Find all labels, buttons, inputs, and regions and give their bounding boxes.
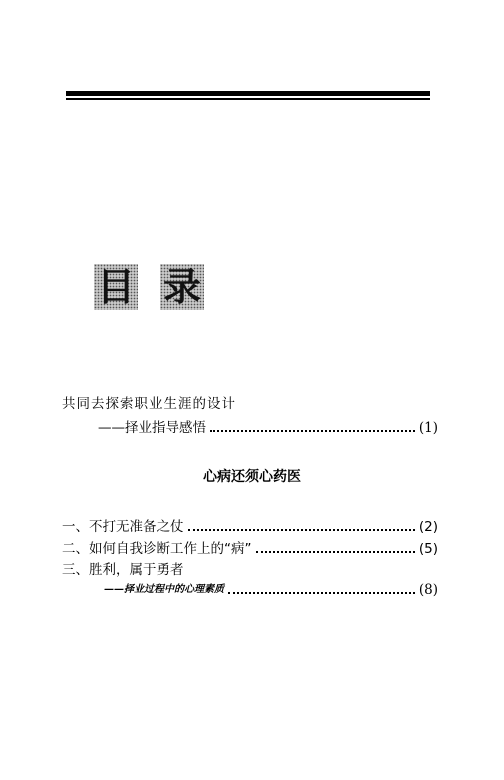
- toc-entry-career-title: 共同去探索职业生涯的设计: [62, 396, 236, 412]
- dot-leader: [210, 430, 415, 432]
- header-rule-thick: [66, 91, 430, 96]
- toc-title-char-2: 录: [160, 264, 204, 310]
- page-number: (1): [418, 420, 438, 436]
- toc-entry-label: ——择业过程中的心理素质: [104, 584, 224, 595]
- dot-leader: [256, 551, 415, 553]
- page-number: (2): [418, 519, 438, 535]
- page-number: (8): [418, 582, 438, 598]
- header-rule-thin: [66, 98, 430, 100]
- page-number: (5): [418, 541, 438, 557]
- toc-entry-item-2[interactable]: [62, 540, 438, 558]
- toc-entry-item-3: 三、胜利，属于勇者: [62, 562, 184, 578]
- toc-entry-item-1[interactable]: [62, 518, 438, 536]
- toc-entry-career-sub[interactable]: [98, 419, 438, 437]
- dot-leader: [228, 592, 415, 594]
- section-title: 心病还须心药医: [203, 469, 301, 485]
- dot-leader: [188, 529, 415, 531]
- toc-entry-label: ——择业指导感悟: [98, 420, 206, 436]
- toc-entry-item-3-sub[interactable]: [104, 581, 438, 599]
- toc-entry-label: 一、不打无准备之仗: [62, 519, 184, 535]
- toc-title-char-1: 目: [94, 264, 138, 310]
- toc-entry-label: 二、如何自我诊断工作上的“病”: [62, 541, 252, 557]
